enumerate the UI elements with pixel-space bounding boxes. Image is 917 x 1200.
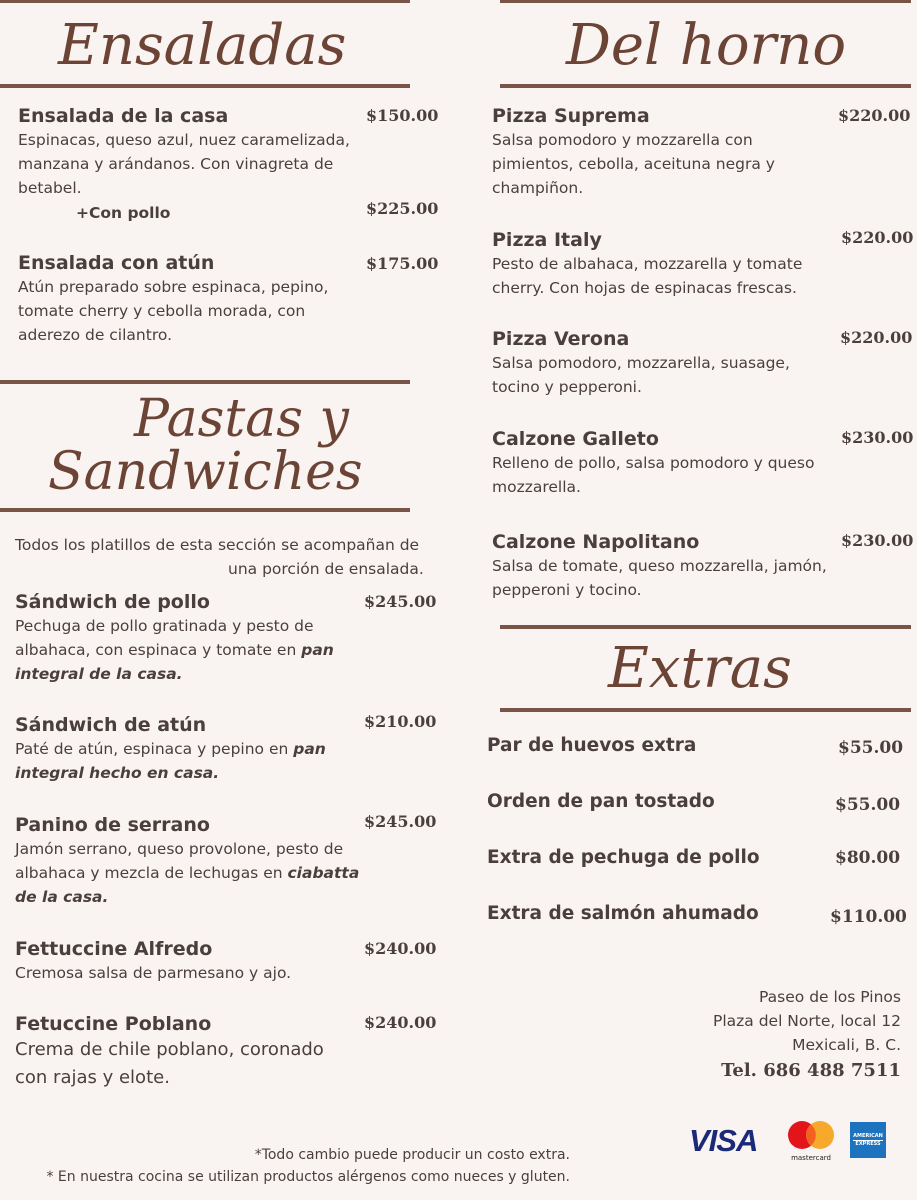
item-price: $175.00 (366, 254, 439, 273)
item-price: $150.00 (366, 106, 439, 125)
item-name: Calzone Napolitano (492, 531, 700, 553)
item-description: Pesto de albahaca, mozzarella y tomate cherry. Con hojas de espinacas frescas. (492, 255, 803, 297)
mastercard-circles-icon (786, 1120, 836, 1150)
item-description: Crema de chile poblano, coronado con rajas y elote. (15, 1039, 324, 1088)
item-description: Cremosa salsa de parmesano y ajo. (15, 964, 292, 982)
visa-logo-text: VISA (689, 1123, 758, 1158)
menu-item (492, 327, 817, 399)
section-title-ensaladas: Ensaladas (58, 13, 347, 78)
divider (500, 708, 911, 712)
item-description: Salsa pomodoro, mozzarella, suasage, tocino y pepperoni. (492, 354, 790, 396)
item-price: $240.00 (364, 939, 437, 958)
item-price: $245.00 (364, 592, 437, 611)
menu-item (15, 1012, 360, 1092)
divider (0, 508, 410, 512)
menu-item (15, 813, 365, 909)
item-description: Pechuga de pollo gratinada y pesto de albahaca, con espinaca y tomate en pan integral de la casa. (15, 617, 334, 683)
item-description: Relleno de pollo, salsa pomodoro y queso mozzarella. (492, 454, 815, 496)
extra-item-price: $55.00 (838, 738, 904, 758)
item-name: Ensalada de la casa (18, 105, 229, 127)
divider (500, 84, 911, 88)
item-name: Pizza Suprema (492, 105, 650, 127)
extra-item-price: $55.00 (835, 795, 901, 815)
extra-item-price: $110.00 (830, 907, 907, 927)
item-name: Fetuccine Poblano (15, 1013, 212, 1035)
item-description: Jamón serrano, queso provolone, pesto de albahaca y mezcla de lechugas en ciabatta de la casa. (15, 840, 360, 906)
section-note: Todos los platillos de esta sección se acompañan de (15, 536, 420, 554)
item-price: $220.00 (841, 228, 914, 247)
menu-item (18, 104, 358, 200)
item-description: Espinacas, queso azul, nuez caramelizada, manzana y arándanos. Con vinagreta de betabel. (18, 131, 350, 197)
section-title-extras: Extras (608, 636, 792, 701)
item-name: Sándwich de atún (15, 714, 207, 736)
item-price: $230.00 (841, 428, 914, 447)
mastercard-label: mastercard (791, 1154, 831, 1162)
item-description: Paté de atún, espinaca y pepino en pan integral hecho en casa. (15, 740, 326, 782)
section-title-pastas: Pastas y (134, 389, 349, 449)
amex-logo (850, 1122, 886, 1158)
section-title-sandwiches: Sandwiches (48, 442, 363, 502)
item-name: Pizza Italy (492, 229, 602, 251)
extra-item-name: Orden de pan tostado (487, 791, 715, 812)
addon-price: $225.00 (366, 199, 439, 218)
item-description: Atún preparado sobre espinaca, pepino, tomate cherry y cebolla morada, con aderezo de cilantro. (18, 278, 329, 344)
item-price: $230.00 (841, 531, 914, 550)
divider (0, 84, 410, 88)
item-price: $210.00 (364, 712, 437, 731)
amex-label: EXPRESS (855, 1140, 881, 1147)
divider (0, 0, 410, 3)
menu-item (15, 590, 360, 686)
divider (500, 0, 911, 3)
extra-item-price: $80.00 (835, 848, 901, 868)
divider (500, 625, 911, 629)
item-name: Ensalada con atún (18, 252, 215, 274)
item-name: Panino de serrano (15, 814, 210, 836)
divider (0, 380, 410, 384)
addon-label: +Con pollo (76, 204, 171, 222)
extra-item-name: Extra de pechuga de pollo (487, 847, 760, 868)
menu-item (492, 427, 837, 499)
visa-logo (689, 1122, 774, 1160)
item-price: $245.00 (364, 812, 437, 831)
address-line: Mexicali, B. C. (792, 1036, 901, 1054)
menu-item (18, 251, 358, 347)
address-line: Paseo de los Pinos (759, 988, 901, 1006)
amex-label: AMERICAN (853, 1132, 883, 1139)
item-price: $220.00 (840, 328, 913, 347)
extra-item-name: Par de huevos extra (487, 735, 697, 756)
mastercard-logo (786, 1120, 836, 1162)
address-line: Plaza del Norte, local 12 (712, 1012, 901, 1030)
item-name: Fettuccine Alfredo (15, 938, 213, 960)
menu-item (492, 228, 827, 300)
section-title-del-horno: Del horno (566, 13, 847, 78)
phone-number: Tel. 686 488 7511 (721, 1060, 901, 1081)
menu-item (492, 104, 817, 200)
item-name: Calzone Galleto (492, 428, 659, 450)
menu-item (15, 713, 345, 785)
item-description: Salsa de tomate, queso mozzarella, jamón, pepperoni y tocino. (492, 557, 827, 599)
item-price: $240.00 (364, 1013, 437, 1032)
footer-note: * En nuestra cocina se utilizan productos alérgenos como nueces y gluten. (46, 1169, 570, 1185)
extra-item-name: Extra de salmón ahumado (487, 903, 759, 924)
item-name: Sándwich de pollo (15, 591, 210, 613)
item-price: $220.00 (838, 106, 911, 125)
item-description: Salsa pomodoro y mozzarella con pimientos, cebolla, aceituna negra y champiñon. (492, 131, 775, 197)
menu-item (15, 937, 360, 985)
section-note: una porción de ensalada. (228, 560, 424, 578)
menu-item (492, 530, 842, 602)
item-name: Pizza Verona (492, 328, 630, 350)
footer-note: *Todo cambio puede producir un costo extra. (254, 1147, 570, 1163)
